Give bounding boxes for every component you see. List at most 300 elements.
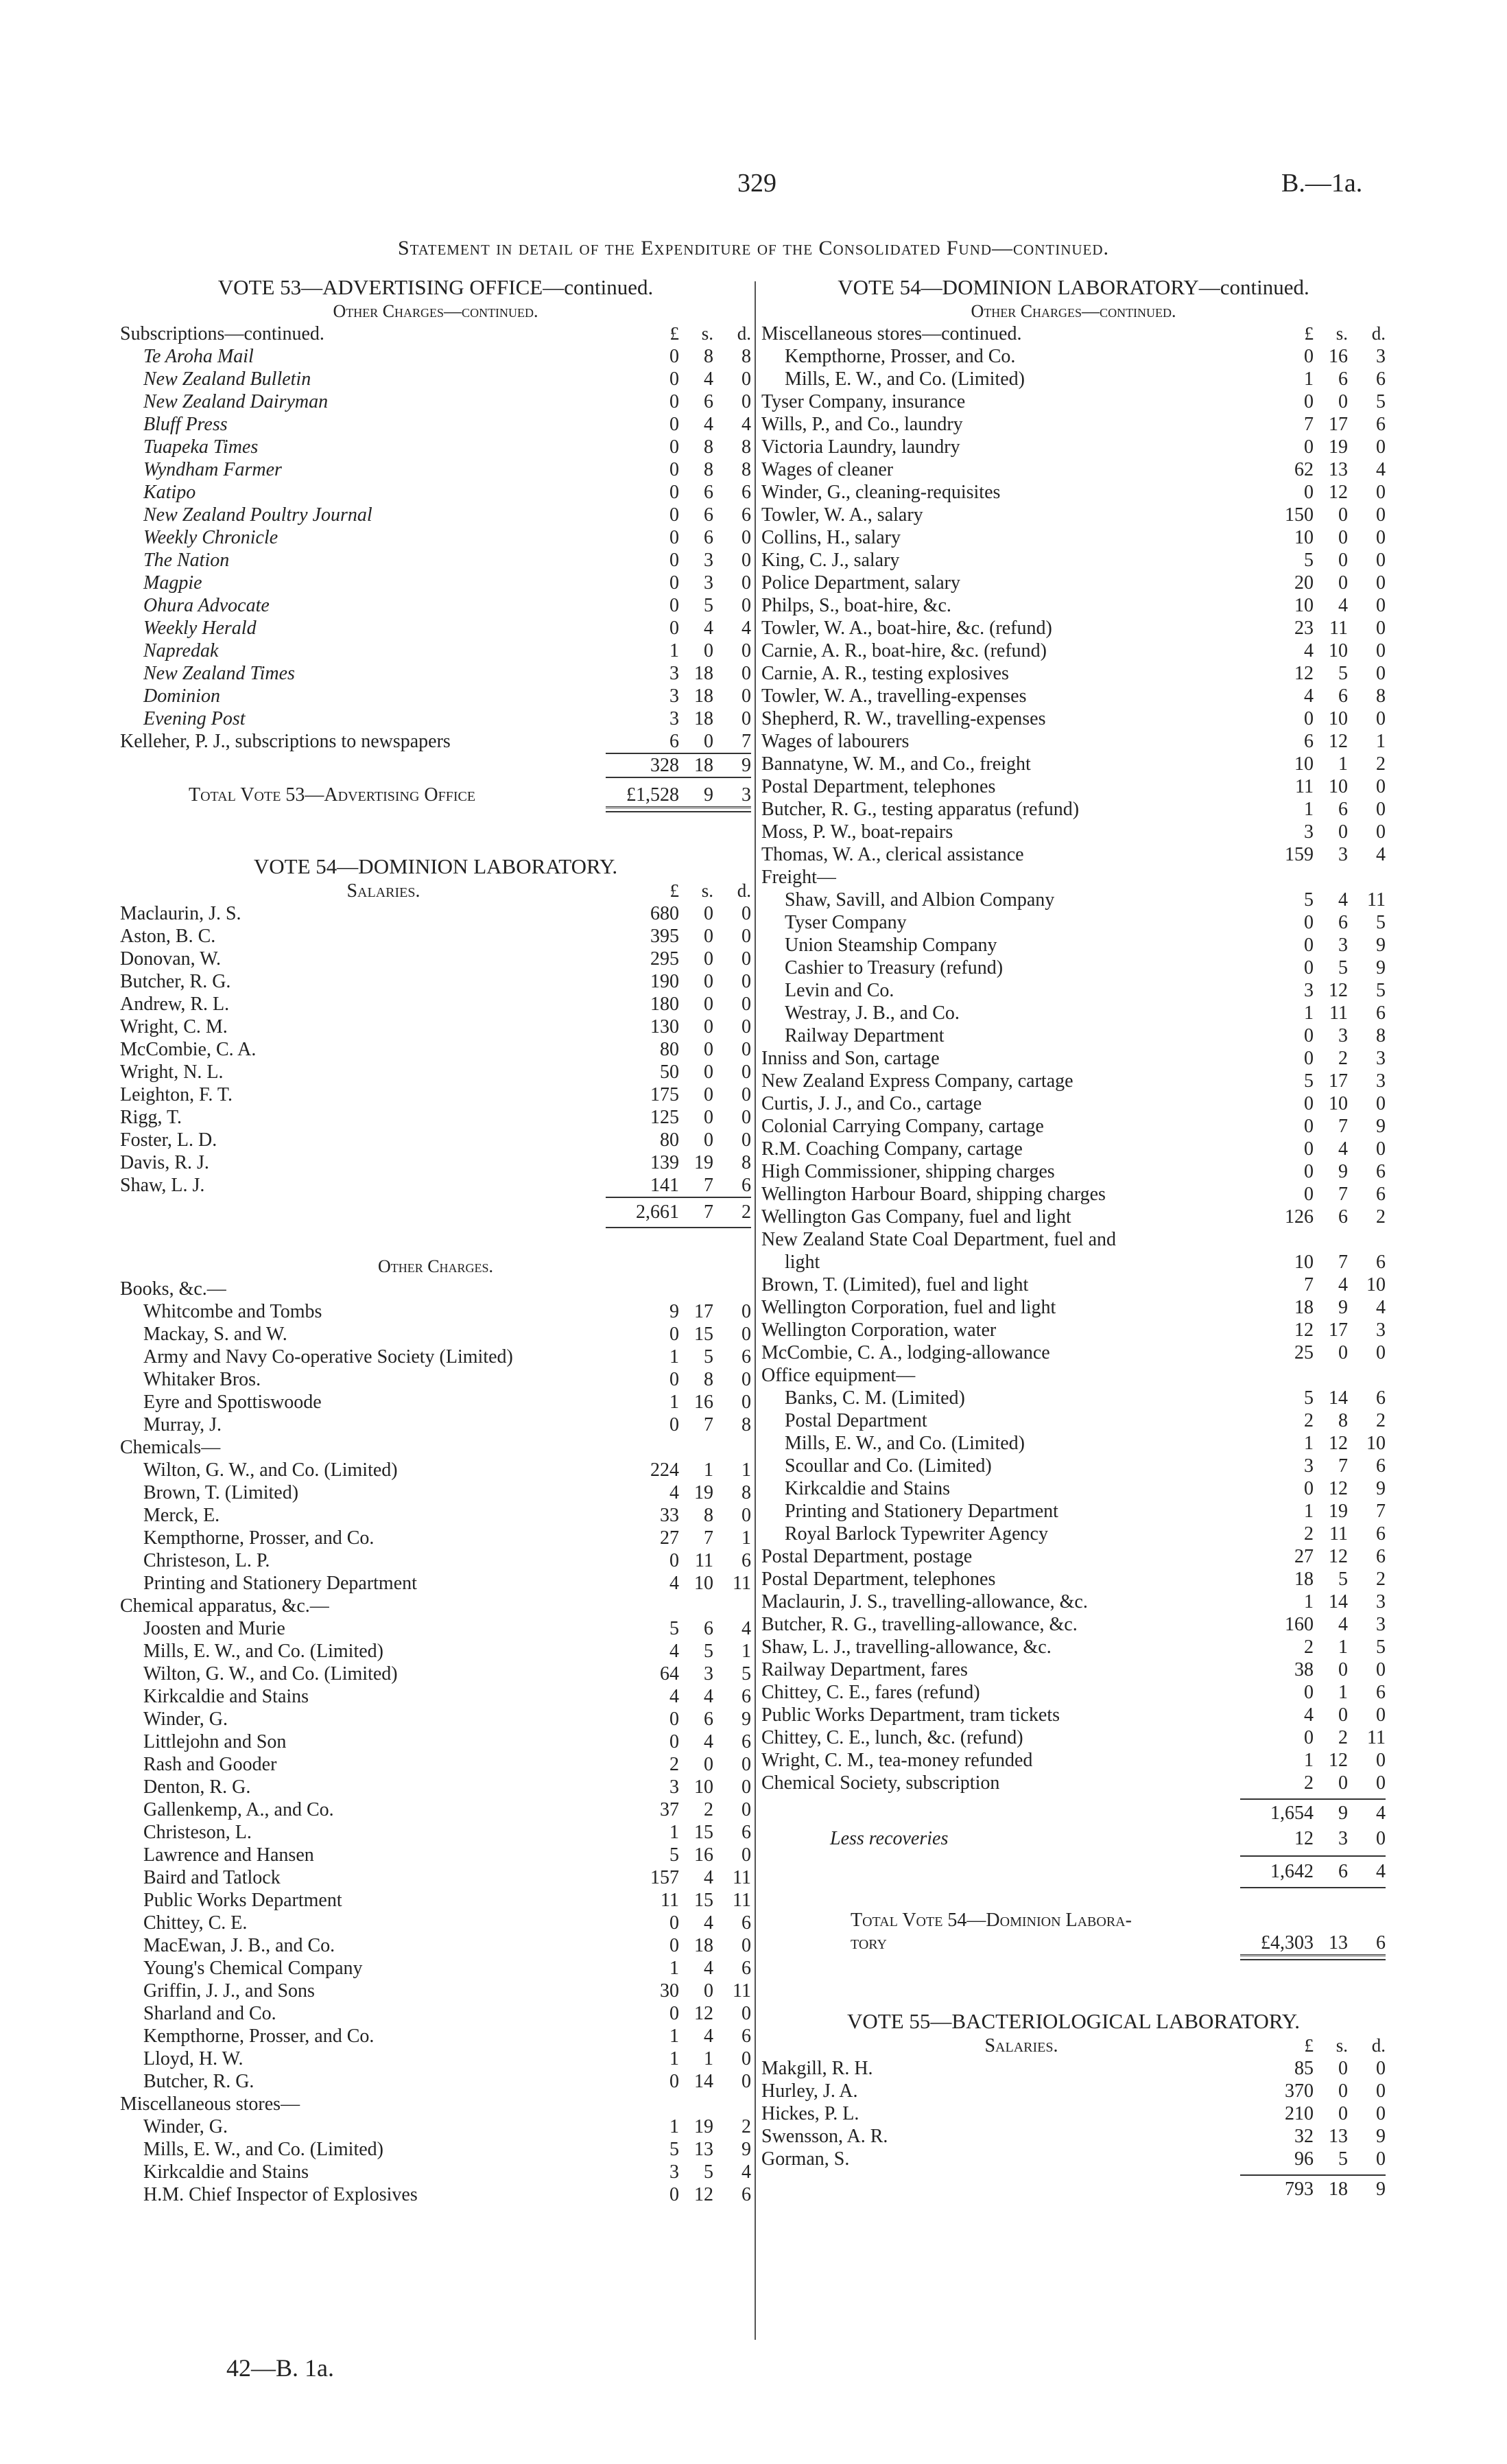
item-description: Curtis, J. J., and Co., cartage	[761, 1093, 982, 1114]
amount-pounds: 0	[1304, 346, 1314, 367]
vote55-total: 793 18 9	[1285, 2179, 1386, 2200]
line-item	[761, 1455, 1386, 1477]
amount-pence: 5	[1376, 980, 1386, 1001]
amount-pence: 0	[1376, 776, 1386, 797]
amount-shillings: 0	[1338, 2103, 1348, 2124]
amount-pounds: 4	[669, 1641, 679, 1662]
line-item	[761, 957, 1386, 979]
amount-shillings: 5	[704, 1641, 713, 1662]
line-item	[120, 902, 751, 925]
amount-shillings: 4	[704, 368, 713, 390]
amount-shillings: 8	[704, 346, 713, 367]
amount-shillings: 5	[1338, 663, 1348, 684]
amount-pence: 0	[741, 1301, 751, 1322]
line-item	[761, 1681, 1386, 1704]
line-item	[761, 1251, 1386, 1274]
line-item	[120, 1368, 751, 1391]
line-item	[120, 1549, 751, 1572]
amount-shillings: 18	[694, 685, 713, 707]
vote53-title: VOTE 53—ADVERTISING OFFICE—continued.	[217, 275, 654, 299]
amount-pounds: 210	[1285, 2103, 1314, 2124]
amount-pounds: 0	[669, 1709, 679, 1730]
amount-pounds: 5	[1304, 889, 1314, 911]
amount-pence: 0	[1376, 1704, 1386, 1726]
amount-shillings: 5	[704, 595, 713, 616]
item-description: Miscellaneous stores—	[120, 2093, 300, 2115]
amount-pence: 0	[741, 640, 751, 661]
amount-shillings: 6	[704, 391, 713, 412]
line-item	[120, 1889, 751, 1912]
line-item	[120, 1129, 751, 1151]
line-item	[761, 775, 1386, 798]
line-item	[120, 436, 751, 458]
amount-pounds: 0	[1304, 1184, 1314, 1205]
item-description: Postal Department	[785, 1410, 927, 1431]
item-description: Freight—	[761, 867, 836, 888]
amount-shillings: 18	[694, 663, 713, 684]
amount-shillings: 0	[1338, 550, 1348, 571]
line-item	[761, 1613, 1386, 1636]
amount-pence: 0	[741, 1505, 751, 1526]
column-divider	[755, 281, 756, 2340]
item-description: MacEwan, J. B., and Co.	[143, 1935, 335, 1956]
item-description: Wellington Corporation, fuel and light	[761, 1297, 1056, 1318]
amount-shillings: 16	[694, 1844, 713, 1866]
item-description: Wright, N. L.	[120, 1061, 224, 1083]
line-item	[761, 1274, 1386, 1296]
vote55-title: VOTE 55—BACTERIOLOGICAL LABORATORY.	[847, 2009, 1300, 2033]
amount-shillings: 6	[1338, 368, 1348, 390]
amount-pounds: 32	[1294, 2126, 1314, 2147]
item-description: Towler, W. A., boat-hire, &c. (refund)	[761, 618, 1052, 639]
item-description: New Zealand Poultry Journal	[143, 504, 372, 526]
item-description: Collins, H., salary	[761, 527, 901, 548]
line-item	[761, 1432, 1386, 1455]
amount-shillings: 4	[704, 618, 713, 639]
amount-shillings: 3	[704, 572, 713, 594]
amount-pounds: 1	[669, 2026, 679, 2047]
amount-pounds: 4	[669, 1686, 679, 1707]
amount-pounds: 0	[1304, 1116, 1314, 1137]
amount-pounds: 3	[1304, 980, 1314, 1001]
line-item	[761, 1002, 1386, 1024]
item-description: Books, &c.—	[120, 1278, 226, 1300]
amount-pence: 4	[741, 1618, 751, 1639]
amount-pence: 0	[1376, 1772, 1386, 1794]
item-description: Wellington Gas Company, fuel and light	[761, 1206, 1071, 1228]
item-description: Tyser Company	[785, 912, 907, 933]
item-description: Dominion	[143, 685, 220, 707]
item-description: Railway Department, fares	[761, 1659, 968, 1680]
amount-shillings: 2	[1338, 1048, 1348, 1069]
amount-pounds: 7	[1304, 414, 1314, 435]
item-description: Kirkcaldie and Stains	[143, 1686, 309, 1707]
amount-pounds: 150	[1285, 504, 1314, 526]
amount-shillings: 6	[704, 527, 713, 548]
item-description: Brown, T. (Limited)	[143, 1482, 299, 1503]
vote54-other-charges-heading: Other Charges.	[377, 1256, 494, 1276]
item-description: Army and Navy Co-operative Society (Limited)	[143, 1346, 513, 1368]
item-description: Thomas, W. A., clerical assistance	[761, 844, 1024, 865]
line-item	[761, 1206, 1386, 1228]
amount-pence: 0	[1376, 799, 1386, 820]
amount-pence: 1	[741, 1527, 751, 1549]
amount-shillings: 13	[1329, 459, 1348, 480]
amount-shillings: 18	[694, 1935, 713, 1956]
item-description: Butcher, R. G.	[120, 971, 231, 992]
item-description: Hickes, P. L.	[761, 2103, 859, 2124]
amount-pounds: 2	[1304, 1410, 1314, 1431]
amount-pounds: 27	[1294, 1546, 1314, 1567]
line-item	[761, 1160, 1386, 1183]
page-footer: 42—B. 1a.	[226, 2354, 334, 2382]
amount-shillings: 1	[1338, 1682, 1348, 1703]
amount-pence: 0	[1376, 1659, 1386, 1680]
item-description: Winder, G.	[143, 2116, 228, 2137]
item-description: Banks, C. M. (Limited)	[785, 1387, 965, 1409]
amount-pence: 1	[741, 1459, 751, 1481]
line-item	[761, 1387, 1386, 1409]
amount-shillings: 9	[1338, 1297, 1348, 1318]
item-description: Davis, R. J.	[120, 1152, 209, 1173]
line-item	[120, 2070, 751, 2093]
item-description: Colonial Carrying Company, cartage	[761, 1116, 1044, 1137]
item-description: Foster, L. D.	[120, 1129, 217, 1151]
amount-shillings: 13	[1329, 2126, 1348, 2147]
item-description: Printing and Stationery Department	[785, 1501, 1058, 1522]
amount-pounds: 0	[1304, 708, 1314, 729]
item-description: Weekly Herald	[143, 618, 257, 639]
amount-pounds: 12	[1294, 1319, 1314, 1341]
line-item	[120, 1083, 751, 1106]
line-item	[120, 2161, 751, 2183]
amount-shillings: 0	[1338, 1772, 1348, 1794]
amount-pence: 0	[741, 1084, 751, 1105]
amount-shillings: 4	[704, 1958, 713, 1979]
amount-shillings: 0	[704, 1084, 713, 1105]
amount-pence: 4	[1376, 844, 1386, 865]
amount-pounds: 7	[1304, 1274, 1314, 1295]
amount-pounds: 5	[669, 1618, 679, 1639]
amount-shillings: 7	[704, 1527, 713, 1549]
amount-pence: 8	[741, 436, 751, 458]
amount-shillings: 0	[1338, 1342, 1348, 1363]
amount-pence: 0	[1376, 1093, 1386, 1114]
amount-pence: 9	[741, 2139, 751, 2160]
line-item	[120, 594, 751, 617]
vote55-salaries-header: Salaries. £ s. d.	[984, 2035, 1386, 2056]
line-item	[120, 2183, 751, 2206]
amount-shillings: 10	[1329, 708, 1348, 729]
amount-pounds: 0	[669, 482, 679, 503]
item-description: Christeson, L.	[143, 1822, 252, 1843]
amount-pence: 11	[1367, 889, 1386, 911]
amount-pence: 6	[1376, 1252, 1386, 1273]
item-description: Wright, C. M.	[120, 1016, 228, 1037]
amount-pounds: 80	[660, 1129, 679, 1151]
item-description: Murray, J.	[143, 1414, 222, 1435]
line-item	[120, 1640, 751, 1663]
amount-pounds: 0	[1304, 1025, 1314, 1046]
item-description: Bannatyne, W. M., and Co., freight	[761, 753, 1031, 775]
amount-shillings: 0	[1338, 572, 1348, 594]
amount-pence: 0	[741, 368, 751, 390]
amount-shillings: 10	[1329, 1093, 1348, 1114]
group-heading	[120, 2093, 751, 2115]
item-description: Brown, T. (Limited), fuel and light	[761, 1274, 1029, 1295]
amount-pence: 9	[1376, 935, 1386, 956]
amount-pounds: 0	[669, 414, 679, 435]
vote54c-total-label: Total Vote 54—Dominion Labora-	[851, 1910, 1132, 1931]
item-description: Lawrence and Hansen	[143, 1844, 314, 1866]
amount-pounds: 1	[1304, 799, 1314, 820]
amount-shillings: 9	[1338, 1161, 1348, 1182]
amount-pence: 6	[1376, 1682, 1386, 1703]
amount-pounds: 3	[1304, 821, 1314, 843]
amount-pence: 6	[1376, 1546, 1386, 1567]
amount-pence: 10	[1366, 1433, 1386, 1454]
amount-pence: 5	[1376, 912, 1386, 933]
amount-shillings: 16	[1329, 346, 1348, 367]
amount-shillings: 0	[1338, 1704, 1348, 1726]
line-item	[120, 640, 751, 662]
line-item	[761, 934, 1386, 957]
amount-shillings: 12	[1329, 1433, 1348, 1454]
item-description: Victoria Laundry, laundry	[761, 436, 960, 458]
amount-pence: 6	[741, 2026, 751, 2047]
item-description: Makgill, R. H.	[761, 2058, 873, 2079]
amount-pounds: 5	[1304, 550, 1314, 571]
amount-pounds: 0	[669, 1324, 679, 1345]
amount-pence: 0	[741, 903, 751, 924]
amount-shillings: 6	[1338, 799, 1348, 820]
item-description: Postal Department, telephones	[761, 1569, 996, 1590]
item-description: Union Steamship Company	[785, 935, 997, 956]
item-description: Levin and Co.	[785, 980, 894, 1001]
amount-pounds: 10	[1294, 753, 1314, 775]
amount-shillings: 1	[704, 1459, 713, 1481]
amount-pounds: 2	[1304, 1772, 1314, 1794]
amount-pence: 0	[741, 1016, 751, 1037]
amount-shillings: 6	[704, 1709, 713, 1730]
amount-shillings: 8	[704, 1369, 713, 1390]
amount-pence: 5	[741, 1663, 751, 1685]
amount-pounds: 0	[669, 436, 679, 458]
item-description: Napredak	[143, 640, 219, 661]
vote54-other-charges	[120, 1278, 751, 2206]
amount-pounds: 190	[650, 971, 679, 992]
line-item	[120, 685, 751, 707]
line-item	[120, 1685, 751, 1708]
amount-pounds: 0	[669, 1369, 679, 1390]
amount-shillings: 7	[1338, 1116, 1348, 1137]
group-heading	[120, 1595, 751, 1617]
amount-shillings: 0	[704, 1039, 713, 1060]
amount-pounds: 3	[669, 1776, 679, 1798]
amount-shillings: 18	[694, 708, 713, 729]
amount-pence: 10	[1366, 1274, 1386, 1295]
item-description: Mills, E. W., and Co. (Limited)	[143, 2139, 383, 2160]
group-label: Subscriptions—continued.	[120, 323, 324, 344]
line-item	[120, 993, 751, 1016]
line-item	[120, 2048, 751, 2070]
line-item	[120, 925, 751, 948]
item-description: McCombie, C. A.	[120, 1039, 257, 1060]
line-item	[120, 1481, 751, 1504]
amount-shillings: 3	[1338, 844, 1348, 865]
amount-pence: 0	[741, 550, 751, 571]
amount-shillings: 4	[704, 414, 713, 435]
amount-shillings: 0	[704, 640, 713, 661]
amount-pounds: 126	[1285, 1206, 1314, 1228]
amount-shillings: 7	[704, 1414, 713, 1435]
item-description: Royal Barlock Typewriter Agency	[785, 1523, 1048, 1545]
amount-pounds: 0	[669, 1550, 679, 1571]
amount-pounds: 62	[1294, 459, 1314, 480]
line-item	[120, 1061, 751, 1083]
amount-pounds: 5	[1304, 1070, 1314, 1092]
amount-shillings: 7	[1338, 1252, 1348, 1273]
line-item	[120, 1572, 751, 1595]
amount-shillings: 11	[1329, 1002, 1348, 1024]
item-description: Towler, W. A., salary	[761, 504, 923, 526]
amount-pence: 7	[741, 731, 751, 752]
amount-shillings: 11	[1329, 618, 1348, 639]
line-item	[120, 1844, 751, 1866]
line-item	[761, 1183, 1386, 1206]
amount-shillings: 0	[1338, 821, 1348, 843]
item-description: New Zealand Times	[143, 663, 295, 684]
vote53-total: Total Vote 53—Advertising Office £1,528 9 3	[189, 784, 751, 806]
amount-pence: 0	[1376, 640, 1386, 661]
item-description: Kempthorne, Prosser, and Co.	[143, 2026, 375, 2047]
line-item	[761, 458, 1386, 481]
amount-shillings: 10	[694, 1573, 713, 1594]
amount-pence: 5	[1376, 1636, 1386, 1658]
line-item	[120, 1391, 751, 1413]
amount-pence: 0	[1376, 482, 1386, 503]
amount-pence: 0	[1376, 595, 1386, 616]
amount-pounds: 0	[669, 572, 679, 594]
line-item	[120, 2025, 751, 2048]
amount-pence: 2	[1376, 1206, 1386, 1228]
amount-pence: 0	[741, 948, 751, 970]
amount-pence: 0	[741, 685, 751, 707]
vote54c-title: VOTE 54—DOMINION LABORATORY—continued.	[838, 275, 1309, 299]
amount-pounds: 4	[669, 1482, 679, 1503]
amount-pence: 0	[1376, 2103, 1386, 2124]
amount-pounds: 1	[1304, 1591, 1314, 1612]
line-item	[120, 2138, 751, 2161]
item-description: Andrew, R. L.	[120, 994, 230, 1015]
item-description: Mills, E. W., and Co. (Limited)	[785, 1433, 1025, 1454]
amount-pence: 0	[741, 663, 751, 684]
amount-pence: 0	[1376, 504, 1386, 526]
amount-pounds: 180	[650, 994, 679, 1015]
item-description: Westray, J. B., and Co.	[785, 1002, 960, 1024]
line-item	[761, 821, 1386, 843]
item-description: Shaw, Savill, and Albion Company	[785, 889, 1055, 911]
item-description: Kempthorne, Prosser, and Co.	[143, 1527, 375, 1549]
line-item	[761, 2125, 1386, 2148]
amount-shillings: 8	[704, 459, 713, 480]
line-item	[761, 1749, 1386, 1772]
amount-pence: 0	[741, 1324, 751, 1345]
amount-pounds: 10	[1294, 1252, 1314, 1273]
amount-pence: 9	[1376, 1478, 1386, 1499]
amount-pounds: 1	[1304, 1750, 1314, 1771]
amount-pounds: 1	[669, 1822, 679, 1843]
item-description: Philps, S., boat-hire, &c.	[761, 595, 951, 616]
amount-pence: 4	[741, 618, 751, 639]
amount-shillings: 19	[1329, 1501, 1348, 1522]
amount-shillings: 8	[704, 1505, 713, 1526]
amount-pounds: 80	[660, 1039, 679, 1060]
amount-pence: 4	[741, 2161, 751, 2183]
amount-pounds: 25	[1294, 1342, 1314, 1363]
amount-pounds: 2	[669, 1754, 679, 1775]
line-item	[761, 1726, 1386, 1749]
amount-pounds: 10	[1294, 595, 1314, 616]
amount-pounds: 295	[650, 948, 679, 970]
amount-pence: 0	[741, 595, 751, 616]
amount-shillings: 6	[1338, 912, 1348, 933]
amount-pounds: 0	[1304, 436, 1314, 458]
amount-pounds: 18	[1294, 1569, 1314, 1590]
right-column	[761, 274, 1386, 2203]
amount-pounds: 18	[1294, 1297, 1314, 1318]
amount-shillings: 7	[704, 1175, 713, 1196]
item-description: Office equipment—	[761, 1365, 916, 1386]
amount-pounds: 0	[1304, 912, 1314, 933]
amount-pounds: 0	[669, 2184, 679, 2205]
amount-pence: 9	[1376, 2126, 1386, 2147]
vote54c-subheading: Other Charges—continued.	[971, 301, 1176, 321]
line-item	[120, 1413, 751, 1436]
line-item	[761, 1477, 1386, 1500]
line-item	[761, 549, 1386, 572]
amount-pence: 3	[1376, 1319, 1386, 1341]
amount-pence: 0	[741, 971, 751, 992]
item-description: Bluff Press	[143, 414, 228, 435]
amount-pounds: 3	[669, 2161, 679, 2183]
vote54-salaries	[120, 902, 751, 1197]
vote54c-less-recoveries: Less recoveries 12 3 0	[830, 1828, 1386, 1849]
amount-pence: 0	[741, 1392, 751, 1413]
amount-shillings: 17	[694, 1301, 713, 1322]
amount-pounds: 0	[669, 595, 679, 616]
amount-pence: 0	[1376, 708, 1386, 729]
item-description: Maclaurin, J. S.	[120, 903, 241, 924]
amount-shillings: 4	[704, 1686, 713, 1707]
amount-shillings: 14	[694, 2071, 713, 2092]
line-item	[120, 1753, 751, 1776]
amount-shillings: 5	[1338, 2148, 1348, 2170]
amount-pounds: 139	[650, 1152, 679, 1173]
group-heading	[761, 1364, 1386, 1387]
amount-pence: 6	[1376, 1455, 1386, 1477]
line-item	[761, 1341, 1386, 1364]
amount-pence: 6	[741, 1686, 751, 1707]
amount-pence: 6	[1376, 414, 1386, 435]
item-description: Katipo	[143, 482, 196, 503]
amount-pounds: 33	[660, 1505, 679, 1526]
amount-shillings: 4	[704, 1867, 713, 1888]
line-item	[120, 458, 751, 481]
amount-pence: 0	[741, 2071, 751, 2092]
amount-shillings: 0	[704, 1754, 713, 1775]
item-description: Baird and Tatlock	[143, 1867, 281, 1888]
